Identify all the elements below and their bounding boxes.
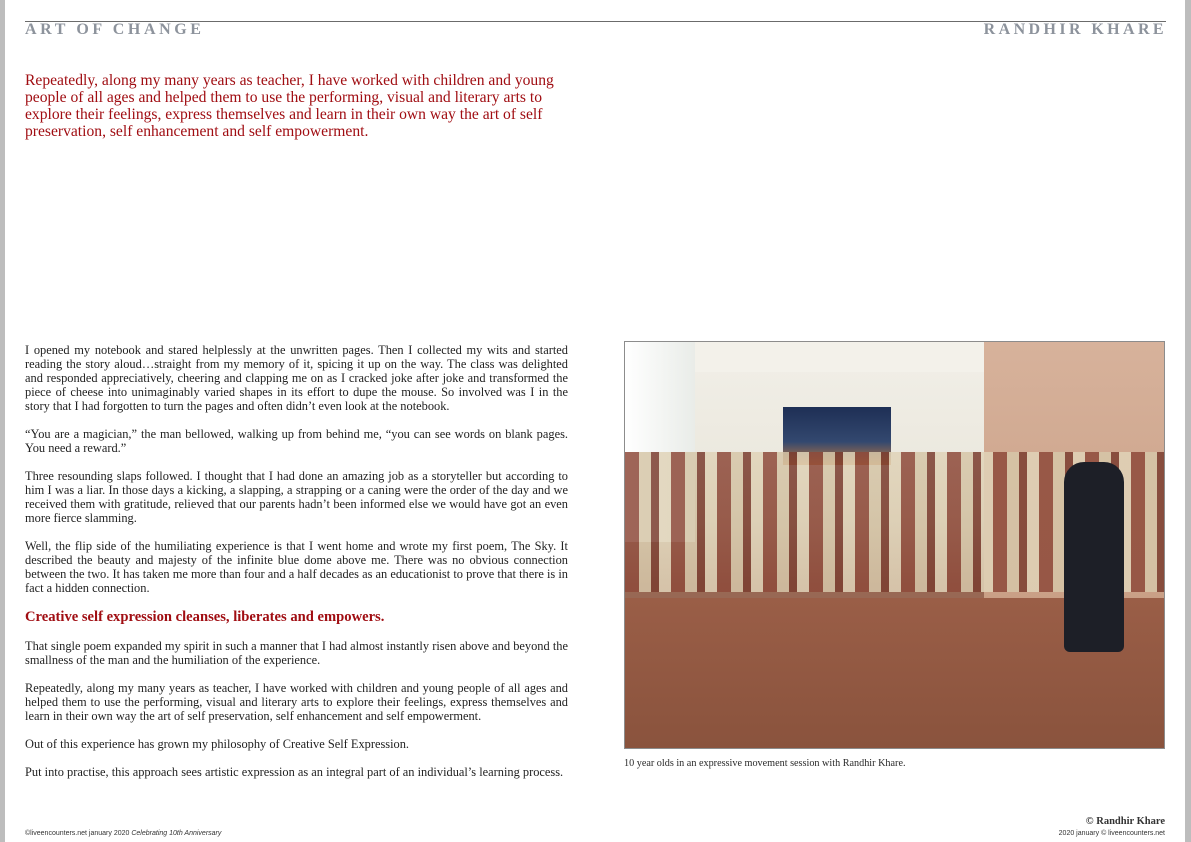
footer-left bbox=[25, 830, 221, 837]
paragraph: That single poem expanded my spirit in such a manner that I had almost instantly risen above and beyond the smallness of the man and the humiliation of the experience. bbox=[25, 639, 568, 667]
photo-teacher-figure bbox=[1064, 462, 1124, 652]
paragraph: Well, the flip side of the humiliating experience is that I went home and wrote my first poem, The Sky. It described the beauty and majesty of the infinite blue dome above me. There was no obvious connection between the two. It has taken me more than four and a half decades as an educationist to prove that there is in fact a hidden connection. bbox=[25, 539, 568, 595]
photo-caption: 10 year olds in an expressive movement session with Randhir Khare. bbox=[624, 758, 906, 769]
page-gutter-left bbox=[0, 0, 5, 842]
footer-site: ©liveencounters.net january 2020 bbox=[25, 830, 130, 837]
article-photo bbox=[624, 341, 1165, 749]
subheading: Creative self expression cleanses, liberates and empowers. bbox=[25, 609, 385, 625]
article-body bbox=[25, 343, 568, 779]
paragraph: Three resounding slaps followed. I thought that I had done an amazing job as a storyteller but according to him I was a liar. In those days a kicking, a slapping, a strapping or a caning were the order of the day and we received them with gratitude, relieved that our parents hadn’t been informed else we would have got an even more fierce slamming. bbox=[25, 469, 568, 525]
paragraph: “You are a magician,” the man bellowed, walking up from behind me, “you can see words on blank pages. You need a reward.” bbox=[25, 427, 568, 455]
footer-anniversary: Celebrating 10th Anniversary bbox=[131, 830, 222, 837]
pull-quote: Repeatedly, along my many years as teacher, I have worked with children and young people of all ages and helped them to use the performing, visual and literary arts to explore their feelings, express themselves and learn in their own way the art of self preservation, self enhancement and self empowerment. bbox=[25, 72, 554, 140]
section-title: ART OF CHANGE bbox=[25, 21, 205, 38]
paragraph: Put into practise, this approach sees artistic expression as an integral part of an individual’s learning process. bbox=[25, 765, 564, 779]
paragraph: Repeatedly, along my many years as teacher, I have worked with children and young people of all ages and helped them to use the performing, visual and literary arts to explore their feelings, express themselves and learn in their own way the art of self preservation, self enhancement and self empowerment. bbox=[25, 681, 568, 723]
page-gutter-right bbox=[1185, 0, 1191, 842]
author-name: RANDHIR KHARE bbox=[983, 21, 1167, 38]
copyright-credit: © Randhir Khare bbox=[1085, 816, 1165, 827]
paragraph: I opened my notebook and stared helplessly at the unwritten pages. Then I collected my wits and started reading the story aloud…straight from my memory of it, spicing it up on the way. The class was delighted and responded appreciatively, cheering and clapping me on as I cracked joke after joke and transformed the piece of cheese into unimaginably varied shapes in its effort to dupe the mouse. So involved was I in the story that I had forgotten to turn the pages and often didn’t even look at the notebook. bbox=[25, 343, 568, 413]
paragraph: Out of this experience has grown my philosophy of Creative Self Expression. bbox=[25, 737, 410, 751]
copyright-credit-sub: 2020 january © liveencounters.net bbox=[1058, 830, 1165, 837]
